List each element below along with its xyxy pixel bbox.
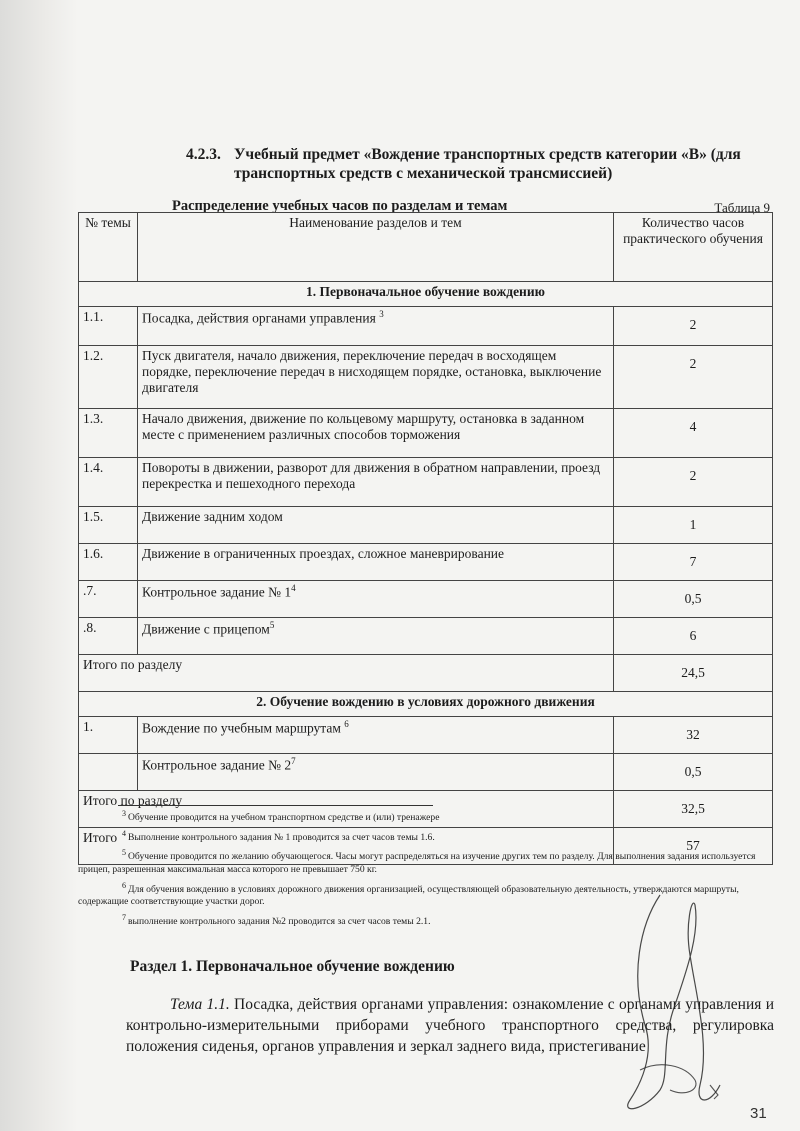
footnote: $^3$ Обучение проводится на учебном транспортном средстве и (или) тренажере	[122, 809, 440, 824]
row-num: .7.	[79, 581, 138, 618]
subtotal-row	[79, 655, 773, 692]
row-num: 1.2.	[79, 346, 138, 409]
row-name: Посадка, действия органами управления $^3$	[138, 307, 614, 346]
row-name: Пуск двигателя, начало движения, переключение передач в восходящем порядке, переключение передач в нисходящем порядке, остановка, выключение двигателя	[138, 346, 614, 409]
footnote: $^7$ выполнение контрольного задания №2 проводится за счет часов темы 2.1.	[122, 912, 431, 927]
footnote: $^4$ Выполнение контрольного задания № 1 проводится за счет часов темы 1.6.	[122, 828, 435, 843]
row-name: Контрольное задание № $1^4$	[138, 581, 614, 618]
handwritten-signature	[600, 885, 780, 1125]
footnote: $^6$ Для обучения вождению в условиях дорожного движения организацией, осуществляющей образовательную деятельность, утверждаются маршруты, содержащие соответствующие участки дорог.	[78, 880, 739, 908]
row-name: Вождение по учебным маршрутам $^6$	[138, 717, 614, 754]
scan-shadow	[0, 0, 78, 1131]
header-qty: Количество часов практического обучения	[614, 213, 773, 282]
table-row	[79, 618, 773, 655]
row-num	[79, 754, 138, 791]
row-qty: 4	[614, 409, 773, 458]
table-row	[79, 507, 773, 544]
table-label: Таблица 9	[714, 200, 770, 215]
table-caption: Распределение учебных часов по разделам и темам	[172, 198, 508, 214]
row-num: .8.	[79, 618, 138, 655]
table-row	[79, 307, 773, 346]
section-2-row	[79, 692, 773, 717]
table-header-row	[79, 213, 773, 282]
topic-label: Тема 1.1.	[170, 996, 230, 1013]
section-1-title: 1. Первоначальное обучение вождению	[79, 282, 773, 307]
subtotal-value: 32,5	[614, 791, 773, 828]
row-num: 1.1.	[79, 307, 138, 346]
table-row	[79, 458, 773, 507]
header-num: № темы	[79, 213, 138, 282]
hours-table	[78, 212, 773, 865]
table-row	[79, 717, 773, 754]
footnote-ref: 3	[379, 309, 384, 319]
row-name: Начало движения, движение по кольцевому маршруту, остановка в заданном месте с применением различных способов торможения	[138, 409, 614, 458]
footnote-ref: 6	[344, 719, 349, 729]
row-num: 1.3.	[79, 409, 138, 458]
row-num: 1.5.	[79, 507, 138, 544]
section-1-row	[79, 282, 773, 307]
footnote-ref: 7	[291, 756, 296, 766]
footnote-ref: 4	[291, 583, 296, 593]
row-num: 1.6.	[79, 544, 138, 581]
row-qty: 1	[614, 507, 773, 544]
row-num: 1.4.	[79, 458, 138, 507]
row-name: Движение задним ходом	[138, 507, 614, 544]
table-row	[79, 346, 773, 409]
row-qty: 6	[614, 618, 773, 655]
row-qty: 0,5	[614, 754, 773, 791]
row-name: Движение с прицепом$^5$	[138, 618, 614, 655]
heading-line1: Учебный предмет «Вождение транспортных средств категории «В» (для	[234, 146, 741, 163]
row-name: Движение в ограниченных проездах, сложное маневрирование	[138, 544, 614, 581]
total-label: Итого	[79, 828, 614, 865]
row-qty: 0,5	[614, 581, 773, 618]
footnote-ref: 5	[269, 620, 275, 630]
row-qty: 7	[614, 544, 773, 581]
row-qty: 2	[614, 458, 773, 507]
footnote: $^5$ Обучение проводится по желанию обучающегося. Часы могут распределяться на изучение других тем по разделу. Для выполнения задания используется прицеп, разрешенная максимальная масса которого не превышает 750 кг.	[78, 848, 756, 876]
row-name: Повороты в движении, разворот для движения в обратном направлении, проезд перекрестка и пешеходного перехода	[138, 458, 614, 507]
row-name: Контрольное задание № $2^7$	[138, 754, 614, 791]
subtotal-value: 24,5	[614, 655, 773, 692]
row-qty: 2	[614, 346, 773, 409]
table-row	[79, 544, 773, 581]
topic-text: Посадка, действия органами управления: ознакомление с органами управления и контрольно-измерительными приборами учебного транспортного средства, регулировка положения сиденья, органов управления и зеркал заднего вида, пристегивание	[126, 996, 774, 1055]
row-qty: 32	[614, 717, 773, 754]
table-row	[79, 581, 773, 618]
section-2-title: 2. Обучение вождению в условиях дорожного движения	[79, 692, 773, 717]
table-row	[79, 409, 773, 458]
section-title: Раздел 1. Первоначальное обучение вождению	[130, 958, 455, 975]
subtotal-label: Итого по разделу	[79, 791, 614, 828]
subject-heading	[186, 145, 786, 183]
row-qty: 2	[614, 307, 773, 346]
subtotal-label: Итого по разделу	[79, 655, 614, 692]
header-name: Наименование разделов и тем	[138, 213, 614, 282]
row-num: 1.	[79, 717, 138, 754]
heading-number: 4.2.3.	[186, 146, 221, 163]
table-row	[79, 754, 773, 791]
heading-line2: транспортных средств с механической трансмиссией)	[234, 165, 613, 182]
page-number: 31	[750, 1105, 767, 1122]
total-value: 57	[614, 828, 773, 865]
footnote-divider	[118, 805, 433, 806]
